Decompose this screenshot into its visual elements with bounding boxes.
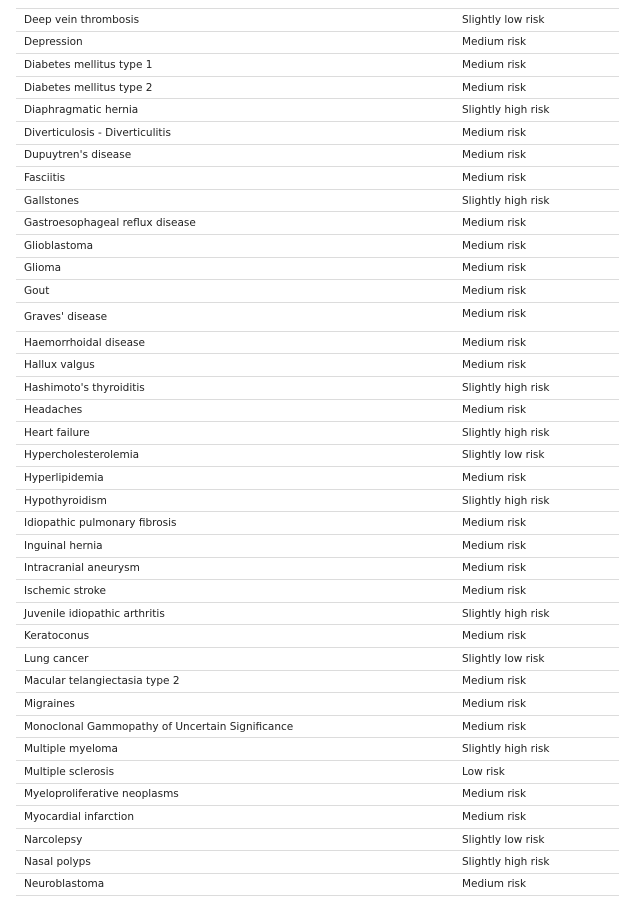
risk-level: Medium risk <box>462 810 527 823</box>
risk-level: Slightly high risk <box>462 194 550 207</box>
risk-level: Medium risk <box>462 149 527 162</box>
table-row <box>16 602 619 625</box>
risk-level: Medium risk <box>462 81 527 94</box>
risk-level: Medium risk <box>462 217 527 230</box>
risk-level: Slightly high risk <box>462 607 550 620</box>
table-row <box>16 189 619 212</box>
table-row <box>16 353 619 376</box>
condition-name: Keratoconus <box>24 630 90 643</box>
table-row <box>16 466 619 489</box>
condition-name: Gastroesophageal reflux disease <box>24 217 196 230</box>
risk-level: Medium risk <box>462 630 527 643</box>
condition-name: Hashimoto's thyroiditis <box>24 381 145 394</box>
risk-table <box>16 8 619 896</box>
table-row <box>16 715 619 738</box>
table-row <box>16 376 619 399</box>
table-row <box>16 805 619 828</box>
condition-name: Myeloproliferative neoplasms <box>24 788 179 801</box>
table-row <box>16 624 619 647</box>
risk-level: Medium risk <box>462 720 527 733</box>
risk-level: Medium risk <box>462 171 527 184</box>
table-row <box>16 670 619 693</box>
condition-name: Inguinal hernia <box>24 539 103 552</box>
risk-level: Slightly low risk <box>462 652 545 665</box>
risk-level: Slightly low risk <box>462 449 545 462</box>
condition-name: Glioblastoma <box>24 239 94 252</box>
table-row <box>16 399 619 422</box>
table-row <box>16 737 619 760</box>
table-row <box>16 331 619 354</box>
condition-name: Glioma <box>24 262 62 275</box>
risk-level: Medium risk <box>462 517 527 530</box>
risk-level: Slightly high risk <box>462 743 550 756</box>
condition-name: Deep vein thrombosis <box>24 13 140 26</box>
condition-name: Juvenile idiopathic arthritis <box>24 607 165 620</box>
condition-name: Hypercholesterolemia <box>24 449 140 462</box>
table-row <box>16 53 619 76</box>
condition-name: Narcolepsy <box>24 833 83 846</box>
risk-level: Medium risk <box>462 472 527 485</box>
table-row <box>16 444 619 467</box>
condition-name: Ischemic stroke <box>24 585 106 598</box>
risk-level: Medium risk <box>462 585 527 598</box>
condition-name: Multiple sclerosis <box>24 765 115 778</box>
risk-level: Medium risk <box>462 126 527 139</box>
table-row <box>16 647 619 670</box>
condition-name: Diabetes mellitus type 2 <box>24 81 153 94</box>
table-row <box>16 31 619 54</box>
table-row <box>16 692 619 715</box>
table-row <box>16 783 619 806</box>
condition-name: Diverticulosis - Diverticulitis <box>24 126 171 139</box>
risk-level: Medium risk <box>462 698 527 711</box>
condition-name: Graves' disease <box>24 310 108 323</box>
table-row <box>16 850 619 873</box>
table-row <box>16 760 619 783</box>
condition-name: Diaphragmatic hernia <box>24 104 139 117</box>
risk-level: Medium risk <box>462 878 527 891</box>
condition-name: Neuroblastoma <box>24 878 105 891</box>
condition-name: Intracranial aneurysm <box>24 562 140 575</box>
condition-name: Macular telangiectasia type 2 <box>24 675 180 688</box>
condition-name: Lung cancer <box>24 652 89 665</box>
condition-name: Dupuytren's disease <box>24 149 132 162</box>
condition-name: Migraines <box>24 698 75 711</box>
risk-level: Medium risk <box>462 284 527 297</box>
table-row <box>16 121 619 144</box>
risk-level: Slightly low risk <box>462 13 545 26</box>
table-row <box>16 421 619 444</box>
risk-level: Slightly high risk <box>462 494 550 507</box>
risk-level: Medium risk <box>462 539 527 552</box>
table-row <box>16 8 619 31</box>
condition-name: Heart failure <box>24 426 90 439</box>
risk-level: Medium risk <box>462 239 527 252</box>
table-row <box>16 257 619 280</box>
condition-name: Multiple myeloma <box>24 743 118 756</box>
risk-level: Medium risk <box>462 359 527 372</box>
condition-name: Monoclonal Gammopathy of Uncertain Significance <box>24 720 294 733</box>
risk-level: Medium risk <box>462 404 527 417</box>
table-row <box>16 579 619 602</box>
condition-name: Depression <box>24 36 83 49</box>
table-row <box>16 144 619 167</box>
condition-name: Haemorrhoidal disease <box>24 336 145 349</box>
risk-level: Medium risk <box>462 562 527 575</box>
condition-name: Gallstones <box>24 194 80 207</box>
risk-level: Slightly high risk <box>462 104 550 117</box>
table-row <box>16 489 619 512</box>
table-row <box>16 511 619 534</box>
condition-name: Hypothyroidism <box>24 494 107 507</box>
condition-name: Myocardial infarction <box>24 810 134 823</box>
table-row <box>16 279 619 302</box>
table-row <box>16 557 619 580</box>
risk-level: Slightly high risk <box>462 381 550 394</box>
table-row <box>16 302 619 331</box>
risk-level: Medium risk <box>462 336 527 349</box>
table-row <box>16 76 619 99</box>
risk-level: Medium risk <box>462 307 527 320</box>
condition-name: Gout <box>24 284 50 297</box>
table-row <box>16 234 619 257</box>
risk-level: Medium risk <box>462 262 527 275</box>
condition-name: Hallux valgus <box>24 359 95 372</box>
table-row <box>16 98 619 121</box>
table-row <box>16 211 619 234</box>
risk-level: Low risk <box>462 765 505 778</box>
risk-level: Medium risk <box>462 36 527 49</box>
risk-level: Slightly high risk <box>462 856 550 869</box>
table-row <box>16 166 619 189</box>
risk-level: Medium risk <box>462 58 527 71</box>
condition-name: Hyperlipidemia <box>24 472 104 485</box>
condition-name: Idiopathic pulmonary fibrosis <box>24 517 177 530</box>
condition-name: Headaches <box>24 404 83 417</box>
condition-name: Nasal polyps <box>24 856 91 869</box>
risk-level: Medium risk <box>462 788 527 801</box>
risk-level: Slightly low risk <box>462 833 545 846</box>
risk-level: Medium risk <box>462 675 527 688</box>
risk-level: Slightly high risk <box>462 426 550 439</box>
table-row <box>16 828 619 851</box>
table-row <box>16 534 619 557</box>
condition-name: Diabetes mellitus type 1 <box>24 58 153 71</box>
condition-name: Fasciitis <box>24 171 66 184</box>
table-row <box>16 873 619 896</box>
